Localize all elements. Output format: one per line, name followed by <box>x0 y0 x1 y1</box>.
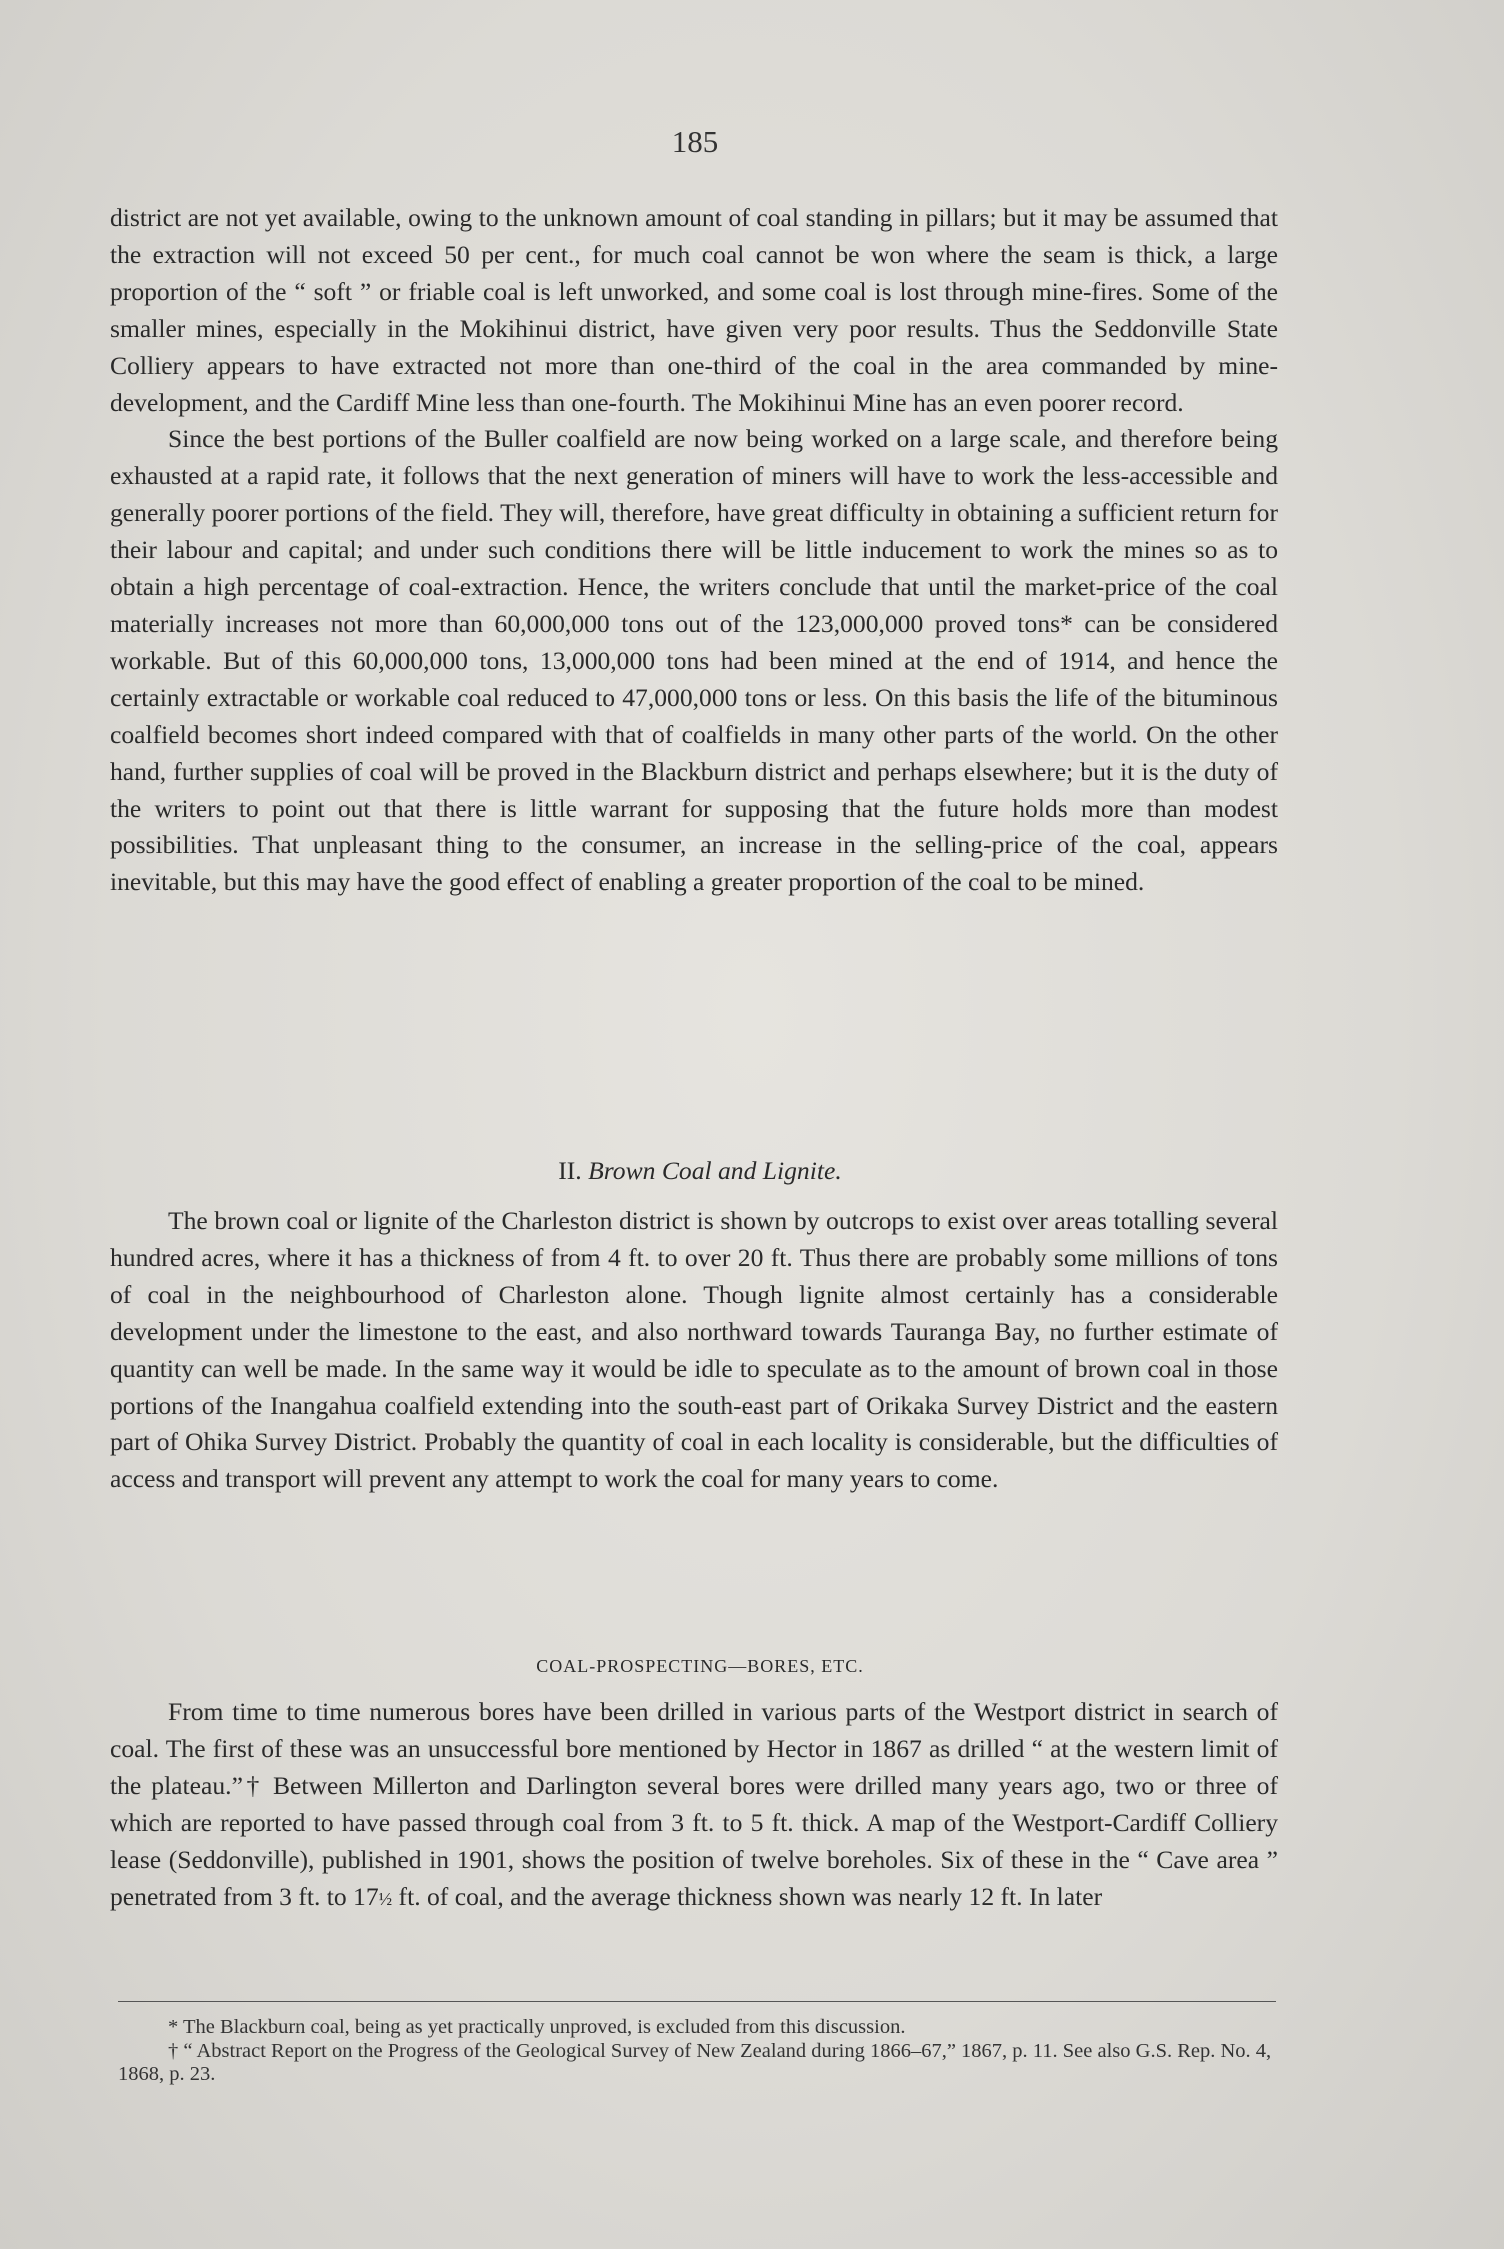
section-title: Brown Coal and Lignite. <box>588 1156 842 1185</box>
page-number: 185 <box>671 124 719 159</box>
footnotes <box>118 2016 1283 2087</box>
section-number: II. <box>558 1156 582 1185</box>
paragraph-continuation: district are not yet available, owing to the unknown amount of coal standing in pillars; but it may be assumed that the extraction will not exceed 50 per cent., for much coal cannot be won where the seam is thick, a large proportion of the “ soft ” or friable coal is left unworked, and some coal is lost through mine-fires. Some of the smaller mines, especially in the Mokihinui district, have given very poor results. Thus the Seddonville State Colliery appears to have extracted not more than one-third of the coal in the area commanded by mine-development, and the Cardiff Mine less than one-fourth. The Mokihinui Mine has an even poorer record. <box>110 203 1278 417</box>
paragraph-prospecting-start: From time to time numerous bores have been drilled in various parts of the Westport district in search of coal. The first of these was an unsuccessful bore mentioned by Hector in 1867 as drilled “ at the western limit of the plateau.”† Between Millerton and Darlington several bores were drilled many years ago, two or three of which are reported to have passed through coal from 3 ft. to 5 ft. thick. A map of the Westport-Cardiff Colliery lease (Seddonville), published in 1901, shows the position of twelve boreholes. Six of these in the “ Cave area ” penetrated from 3 ft. to 17 <box>110 1697 1278 1911</box>
paragraph-brown-coal: The brown coal or lignite of the Charleston district is shown by outcrops to exist over areas totalling several hundred acres, where it has a thickness of from 4 ft. to over 20 ft. Thus there are probably some millions of tons of coal in the neighbourhood of Charleston alone. Though lignite almost certainly has a considerable development under the limestone to the east, and also northward towards Tauranga Bay, no further estimate of quantity can well be made. In the same way it would be idle to speculate as to the amount of brown coal in those portions of the Inangahua coalfield extending into the south-east part of Orikaka Survey District and the eastern part of Ohika Survey District. Probably the quantity of coal in each locality is considerable, but the difficulties of access and transport will prevent any attempt to work the coal for many years to come. <box>110 1206 1278 1494</box>
body-text-top <box>110 200 1278 901</box>
paragraph-buller: Since the best portions of the Buller coalfield are now being worked on a large scale, and therefore being exhausted at a rapid rate, it follows that the next generation of miners will have to work the less-accessible and generally poorer portions of the field. They will, therefore, have great difficulty in obtaining a sufficient return for their labour and capital; and under such conditions there will be little inducement to work the mines so as to obtain a high percentage of coal-extraction. Hence, the writers conclude that until the market-price of the coal materially increases not more than 60,000,000 tons out of the 123,000,000 proved tons* can be considered workable. But of this 60,000,000 tons, 13,000,000 tons had been mined at the end of 1914, and hence the certainly extractable or workable coal reduced to 47,000,000 tons or less. On this basis the life of the bituminous coalfield becomes short indeed compared with that of coalfields in many other parts of the world. On the other hand, further supplies of coal will be proved in the Blackburn district and perhaps elsewhere; but it is the duty of the writers to point out that there is little warrant for supposing that the future holds more than modest possibilities. That unpleasant thing to the consumer, an increase in the selling-price of the coal, appears inevitable, but this may have the good effect of enabling a greater proportion of the coal to be mined. <box>110 424 1278 897</box>
paragraph-prospecting <box>110 1694 1278 1917</box>
body-text-prospecting <box>110 1694 1278 1917</box>
section-heading-prospecting: COAL-PROSPECTING—BORES, ETC. <box>536 1656 864 1676</box>
section-heading-brown-coal <box>0 1156 1400 1186</box>
fraction-half: ½ <box>378 1888 393 1909</box>
footnote-divider <box>118 2001 1276 2002</box>
footnote-dagger: † “ Abstract Report on the Progress of the Geological Survey of New Zealand during 1866–67,” 1867, p. 11. See also G.S. Rep. No. 4, 1868, p. 23. <box>118 2039 1272 2085</box>
footnote-asterisk: * The Blackburn coal, being as yet practically unproved, is excluded from this discussion. <box>168 2016 906 2038</box>
paragraph-prospecting-end: ft. of coal, and the average thickness shown was nearly 12 ft. In later <box>392 1881 1103 1911</box>
body-text-brown-coal <box>110 1203 1278 1498</box>
